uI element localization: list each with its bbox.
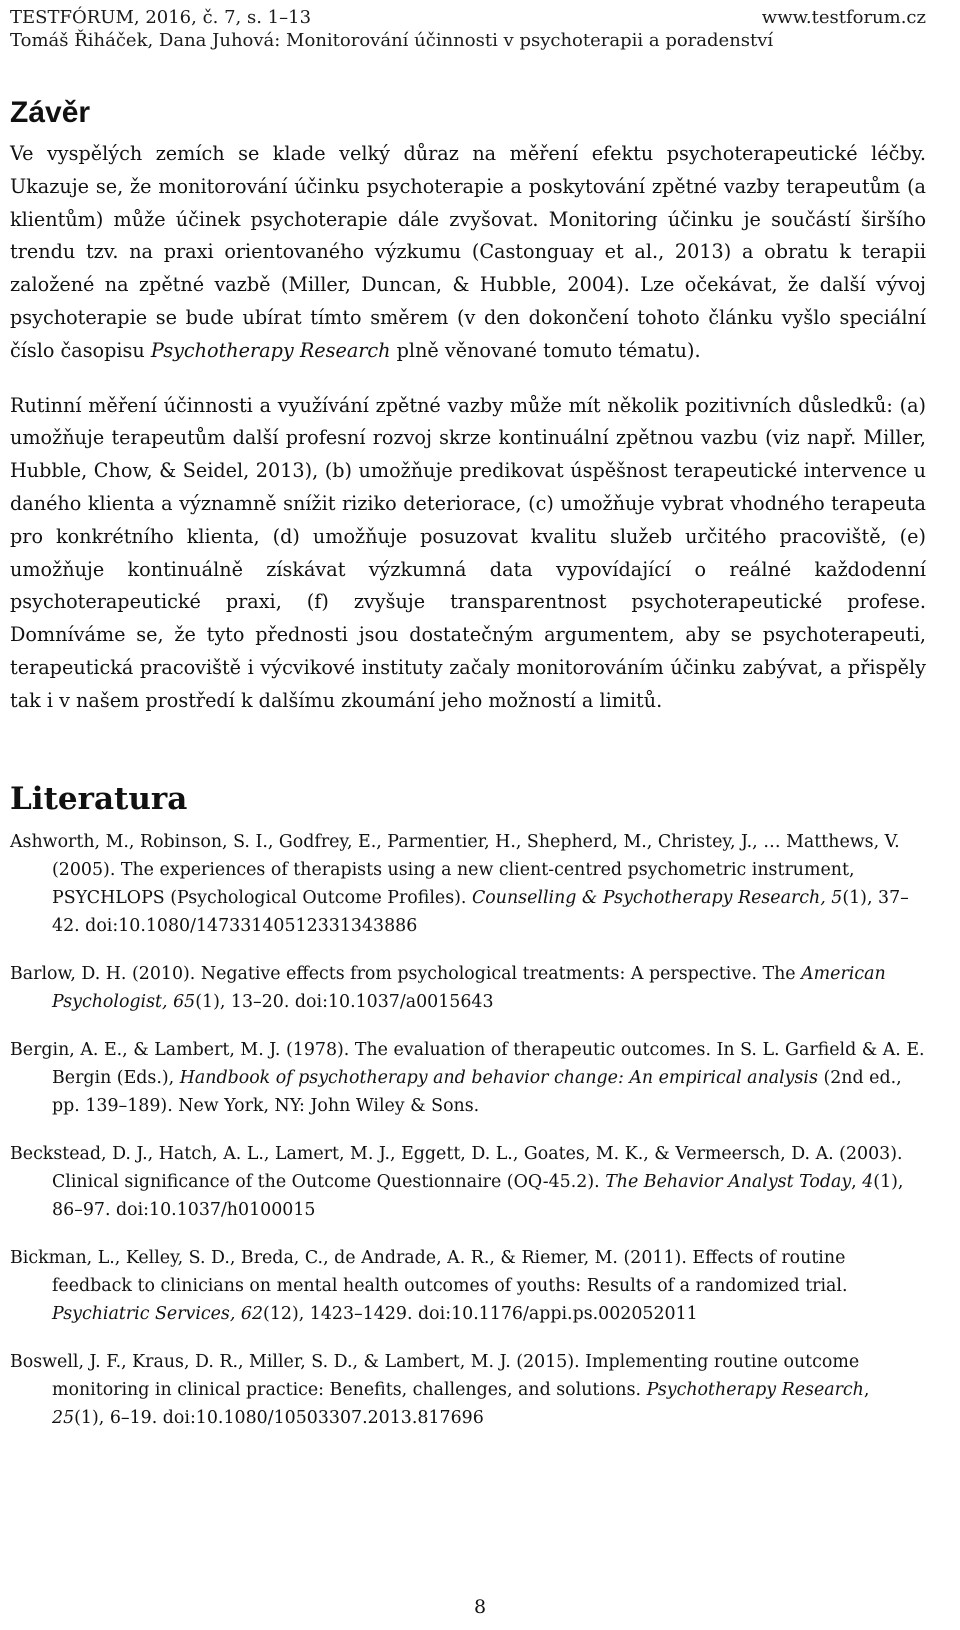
running-header xyxy=(10,0,926,52)
p1-text-b: plně věnované tomuto tématu). xyxy=(390,338,701,362)
ref-text: (1), 37–42. doi:10.1080/14733140512331343886 xyxy=(52,887,909,936)
ref-text: (2nd ed., pp. 139–189). New York, NY: John Wiley & Sons. xyxy=(52,1067,902,1116)
reference-item xyxy=(10,828,926,940)
ref-text: , xyxy=(863,1379,870,1400)
ref-text: (12), 1423–1429. doi:10.1176/appi.ps.002052011 xyxy=(263,1303,698,1324)
ref-italic: Handbook of psychotherapy and behavior change: An empirical analysis xyxy=(179,1067,818,1088)
ref-text: Bickman, L., Kelley, S. D., Breda, C., de Andrade, A. R., & Riemer, M. (2011). Effects of routine feedback to clinicians on mental health outcomes of youths: Results of a randomized trial. xyxy=(10,1247,848,1296)
ref-text: (1), 13–20. doi:10.1037/a0015643 xyxy=(195,991,494,1012)
section-spacer xyxy=(10,718,926,780)
journal-website: www.testforum.cz xyxy=(761,7,926,28)
ref-text: (1), 86–97. doi:10.1037/h0100015 xyxy=(52,1171,904,1220)
ref-text: Beckstead, D. J., Hatch, A. L., Lamert, M. J., Eggett, D. L., Goates, M. K., & Vermeersch, D. A. (2003). Clinical significance of the Outcome Questionnaire (OQ-45.2). xyxy=(10,1143,903,1192)
authors-title: Tomáš Řiháček, Dana Juhová: Monitorování účinnosti v psychoterapii a poradenství xyxy=(10,30,774,51)
ref-italic: Psychiatric Services, 62 xyxy=(52,1303,264,1324)
ref-italic: 4 xyxy=(862,1171,874,1192)
ref-italic: Psychotherapy Research xyxy=(646,1379,864,1400)
literature-heading: Literatura xyxy=(10,780,188,817)
ref-text: Boswell, J. F., Kraus, D. R., Miller, S. D., & Lambert, M. J. (2015). Implementing routine outcome monitoring in clinical practice: Benefits, challenges, and solutions. xyxy=(10,1351,860,1400)
reference-list xyxy=(10,828,926,1432)
page-number: 8 xyxy=(473,1596,487,1618)
reference-item xyxy=(10,960,926,1016)
ref-text: , xyxy=(851,1171,863,1192)
ref-text: Ashworth, M., Robinson, S. I., Godfrey, E., Parmentier, H., Shepherd, M., Christey, J., … Matthews, V. (2005). The experiences of therapists using a new client-centred psychometric instrument, PSYCHLOPS (Psychological Outcome Profiles). xyxy=(10,831,900,908)
reference-item xyxy=(10,1244,926,1328)
conclusion-paragraph-1 xyxy=(10,138,926,368)
p1-journal-italic: Psychotherapy Research xyxy=(150,338,391,362)
conclusion-paragraph-2: Rutinní měření účinnosti a využívání zpětné vazby může mít několik pozitivních důsledků: (a) umožňuje terapeutům další profesní rozvoj skrze kontinuální zpětnou vazbu (viz např. Miller, Hubble, Chow, & Seidel, 2013), (b) umožňuje predikovat úspěšnost terapeutické intervence u daného klienta a významně snížit riziko deteriorace, (c) umožňuje vybrat vhodného terapeuta pro konkrétního klienta, (d) umožňuje posuzovat kvalitu služeb určitého pracoviště, (e) umožňuje kontinuálně získávat výzkumná data vypovídající o reálné každodenní psychoterapeutické praxi, (f) zvyšuje transparentnost psychoterapeutické profese. Domníváme se, že tyto přednosti jsou dostatečným argumentem, aby se psychoterapeuti, terapeutická pracoviště i výcvikové instituty začaly monitorováním účinku zabývat, a přispěly tak i v našem prostředí k dalšímu zkoumání jeho možností a limitů. xyxy=(10,393,926,712)
ref-text: (1), 6–19. doi:10.1080/10503307.2013.817696 xyxy=(74,1407,484,1428)
reference-item xyxy=(10,1348,926,1432)
conclusion-heading: Závěr xyxy=(10,96,91,129)
ref-text: Bergin, A. E., & Lambert, M. J. (1978). The evaluation of therapeutic outcomes. In S. L. Garfield & A. E. Bergin (Eds.), xyxy=(10,1039,925,1088)
journal-citation: TESTFÓRUM, 2016, č. 7, s. 1–13 xyxy=(10,7,312,28)
reference-item xyxy=(10,1140,926,1224)
p1-text-a: Ve vyspělých zemích se klade velký důraz na měření efektu psychoterapeutické léčby. Ukazuje se, že monitorování účinku psychoterapie a poskytování zpětné vazby terapeutům (a klientům) může účinek psychoterapie dále zvyšovat. Monitoring účinku je součástí širšího trendu tzv. na praxi orientovaného výzkumu (Castonguay et al., 2013) a obratu k terapii založené na zpětné vazbě (Miller, Duncan, & Hubble, 2004). Lze očekávat, že další vývoj psychoterapie se bude ubírat tímto směrem (v den dokončení tohoto článku vyšlo speciální číslo časopisu xyxy=(10,142,926,362)
ref-italic: 25 xyxy=(52,1407,75,1428)
ref-italic: The Behavior Analyst Today xyxy=(605,1171,852,1192)
ref-italic: American Psychologist, 65 xyxy=(52,963,886,1012)
ref-text: Barlow, D. H. (2010). Negative effects from psychological treatments: A perspective. The xyxy=(10,963,802,984)
reference-item xyxy=(10,1036,926,1120)
ref-italic: Counselling & Psychotherapy Research, 5 xyxy=(471,887,843,908)
